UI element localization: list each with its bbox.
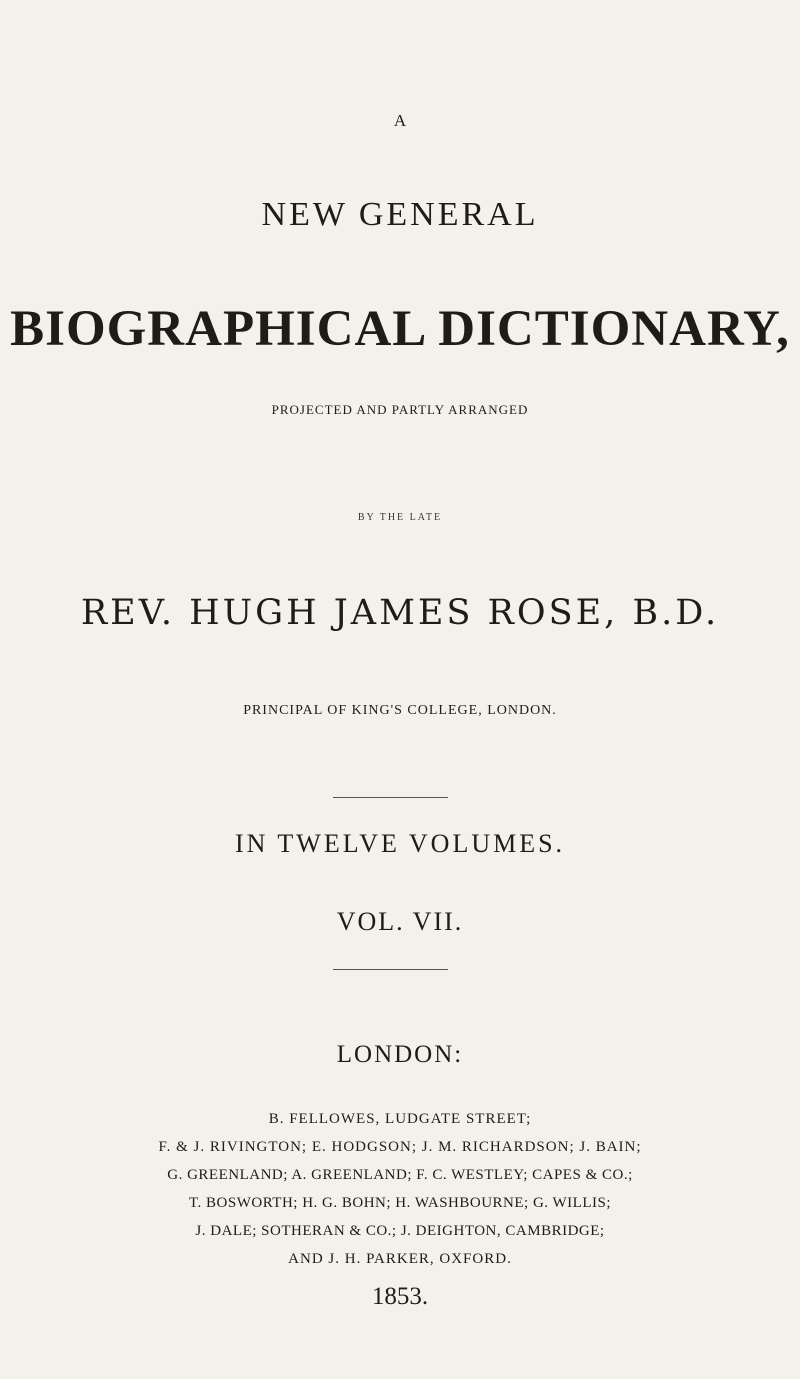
- volume-count: IN TWELVE VOLUMES.: [234, 829, 566, 858]
- publisher-line: J. DALE; SOTHERAN & CO.; J. DEIGHTON, CAMBRIDGE;: [195, 1223, 605, 1239]
- title-line-1: NEW GENERAL: [261, 196, 539, 233]
- divider-rule: [333, 969, 448, 970]
- publisher-line: AND J. H. PARKER, OXFORD.: [288, 1251, 512, 1267]
- title-line-2: BIOGRAPHICAL DICTIONARY,: [10, 301, 790, 357]
- publisher-line: F. & J. RIVINGTON; E. HODGSON; J. M. RICHARDSON; J. BAIN;: [158, 1139, 642, 1155]
- publisher-line: B. FELLOWES, LUDGATE STREET;: [268, 1111, 532, 1127]
- publication-year: 1853.: [371, 1283, 429, 1310]
- by-line: BY THE LATE: [357, 512, 443, 523]
- imprint-city: LONDON:: [336, 1041, 464, 1068]
- author-name: REV. HUGH JAMES ROSE, B.D.: [80, 593, 720, 633]
- publisher-line: T. BOSWORTH; H. G. BOHN; H. WASHBOURNE; G. WILLIS;: [188, 1195, 612, 1211]
- author-office: PRINCIPAL OF KING'S COLLEGE, LONDON.: [243, 703, 557, 718]
- volume-number: VOL. VII.: [336, 907, 464, 936]
- projected-line: PROJECTED AND PARTLY ARRANGED: [271, 402, 529, 417]
- title-article: A: [393, 111, 407, 130]
- publisher-line: G. GREENLAND; A. GREENLAND; F. C. WESTLEY; CAPES & CO.;: [167, 1167, 633, 1183]
- divider-rule: [333, 797, 448, 798]
